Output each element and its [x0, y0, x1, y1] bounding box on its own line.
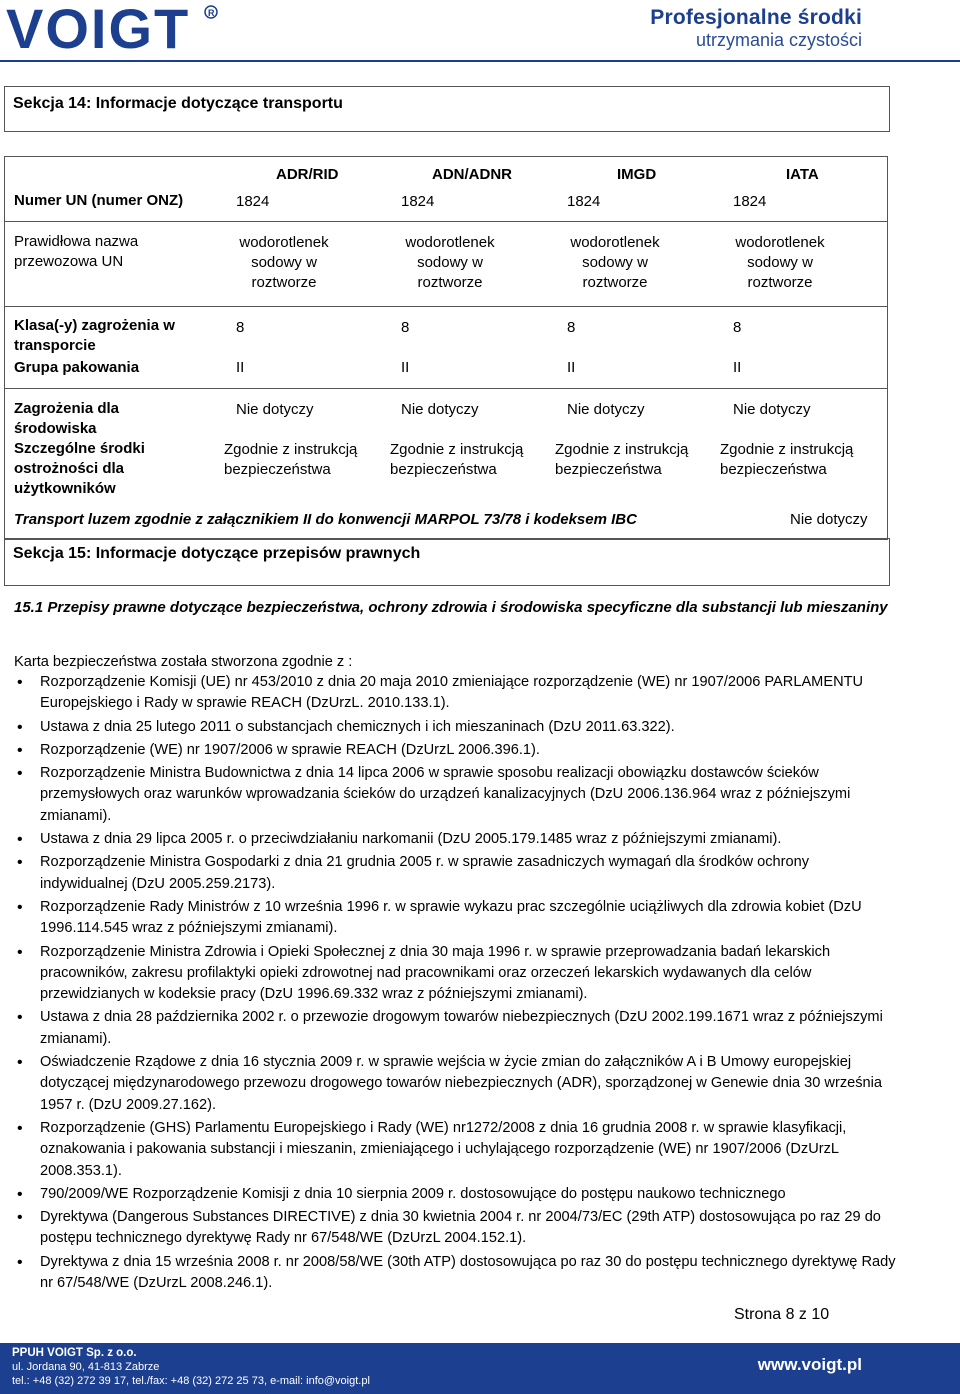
list-item: • Rozporządzenie Ministra Zdrowia i Opieki Społecznej z dnia 30 maja 1996 r. w sprawie przeprowadzania badań lekarskich pracowników, zakresu profilaktyki opieki zdrowotnej nad pracownikami oraz orzeczeń lekarskich wydawanych dla celów przewidzianych w kodeksie pracy (DzU 1996.69.332 wraz z późniejszymi zmianami). [16, 942, 896, 1006]
section15-title: Sekcja 15: Informacje dotyczące przepisów prawnych [13, 545, 421, 562]
user-precautions-iata [720, 440, 865, 480]
list-item: • Ustawa z dnia 25 lutego 2011 o substancjach chemicznych i ich mieszaninach (DzU 2011.63.322). [16, 717, 896, 738]
shipping-name-iata: wodorotlenek sodowy w roztworze [735, 234, 825, 291]
footer-website-link[interactable]: www.voigt.pl [757, 1355, 862, 1374]
list-item: • Dyrektywa z dnia 15 września 2008 r. nr 2008/58/WE (30th ATP) dostosowująca po raz 30 do postępu technicznego dyrektywę Rady nr 67/548/WE (DzUrzL 2008.246.1). [16, 1252, 896, 1295]
section14-title: Sekcja 14: Informacje dotyczące transportu [13, 95, 343, 112]
precautions-text: Zgodnie z instrukcją bezpieczeństwa [390, 441, 524, 478]
user-precautions-imgd [555, 440, 700, 480]
precautions-text: Zgodnie z instrukcją bezpieczeństwa [555, 441, 689, 478]
section14-title-box [4, 86, 890, 132]
list-item: • Oświadczenie Rządowe z dnia 16 stycznia 2009 r. w sprawie wejścia w życie zmian do załączników A i B Umowy europejskiej dotyczącej międzynarodowego przewozu drogowego towarów niebezpiecznych (ADR), sporządzonej w Genewie dnia 30 września 1957 r. (DzU 2009.27.162). [16, 1052, 896, 1116]
env-hazard-adr: Nie dotyczy [236, 401, 314, 418]
shipping-name-adr: wodorotlenek sodowy w roztworze [239, 234, 329, 291]
marpol-label: Transport luzem zgodnie z załącznikiem II do konwencji MARPOL 73/78 i kodeksem IBC [14, 511, 637, 528]
packing-group-iata: II [733, 359, 742, 376]
shipping-name-imgd: wodorotlenek sodowy w roztworze [570, 234, 660, 291]
row-divider [4, 306, 888, 307]
section15-intro: Karta bezpieczeństwa została stworzona zgodnie z : [14, 654, 353, 670]
hazard-class-label: Klasa(-y) zagrożenia w transporcie [14, 317, 175, 354]
un-number-label: Numer UN (numer ONZ) [14, 192, 184, 209]
list-item: • Ustawa z dnia 28 października 2002 r. o przewozie drogowym towarów niebezpiecznych (DzU 2002.199.1671 wraz z późniejszymi zmianami). [16, 1007, 896, 1050]
env-hazard-label: Zagrożenia dla środowiska [14, 400, 120, 437]
hazard-class-imgd: 8 [567, 319, 576, 336]
svg-text:R: R [208, 8, 215, 18]
user-precautions-adn [390, 440, 535, 480]
list-item: • Rozporządzenie (WE) nr 1907/2006 w sprawie REACH (DzUrzL 2006.396.1). [16, 740, 896, 761]
packing-group-label: Grupa pakowania [14, 359, 140, 376]
shipping-name-label: Prawidłowa nazwa przewozowa UN [14, 233, 139, 270]
brand-subtitle: utrzymania czystości [695, 30, 862, 50]
un-number-adn: 1824 [401, 193, 435, 210]
footer-company: PPUH VOIGT Sp. z o.o. [12, 1347, 137, 1359]
env-hazard-iata: Nie dotyczy [733, 401, 811, 418]
precautions-text: Zgodnie z instrukcją bezpieczeństwa [224, 441, 358, 478]
hazard-class-adn: 8 [401, 319, 410, 336]
brand-title: Profesjonalne środki [650, 6, 862, 29]
list-item: • Rozporządzenie Ministra Budownictwa z dnia 14 lipca 2006 w sprawie sposobu realizacji obowiązku dostawców ścieków przemysłowych oraz warunków wprowadzania ścieków do urządzeń kanalizacyjnych (DzU 2006.136.964 wraz z późniejszymi zmianami). [16, 763, 896, 827]
col-iata: IATA [786, 166, 819, 183]
env-hazard-imgd: Nie dotyczy [567, 401, 645, 418]
row-divider [4, 221, 888, 222]
header-rule [0, 60, 960, 62]
un-number-imgd: 1824 [567, 193, 601, 210]
user-precautions-label: Szczególne środki ostrożności dla użytkowników [14, 440, 145, 497]
list-item: • Rozporządzenie Ministra Gospodarki z dnia 21 grudnia 2005 r. w sprawie zasadniczych wymagań dla środków ochrony indywidualnej (DzU 2005.259.2173). [16, 852, 896, 895]
list-item: • Rozporządzenie Komisji (UE) nr 453/2010 z dnia 20 maja 2010 zmieniające rozporządzenie (WE) nr 1907/2006 PARLAMENTU Europejskiego i Rady w sprawie REACH (DzUrzL. 2010.133.1). [16, 672, 896, 715]
row-divider [4, 388, 888, 389]
packing-group-adr: II [236, 359, 245, 376]
precautions-text: Zgodnie z instrukcją bezpieczeństwa [720, 441, 854, 478]
packing-group-imgd: II [567, 359, 576, 376]
list-item: • 790/2009/WE Rozporządzenie Komisji z dnia 10 sierpnia 2009 r. dostosowujące do postępu naukowo technicznego [16, 1184, 896, 1205]
section15-title-box [4, 538, 890, 586]
list-item: • Ustawa z dnia 29 lipca 2005 r. o przeciwdziałaniu narkomanii (DzU 2005.179.1485 wraz z późniejszymi zmianami). [16, 829, 896, 850]
env-hazard-adn: Nie dotyczy [401, 401, 479, 418]
packing-group-adn: II [401, 359, 410, 376]
un-number-iata: 1824 [733, 193, 767, 210]
list-item: • Rozporządzenie Rady Ministrów z 10 września 1996 r. w sprawie wykazu prac szczególnie uciążliwych dla zdrowia kobiet (DzU 1996.114.545 wraz z późniejszymi zmianami). [16, 897, 896, 940]
voigt-logo [4, 0, 219, 56]
hazard-class-iata: 8 [733, 319, 742, 336]
section15-subtitle: 15.1 Przepisy prawne dotyczące bezpieczeństwa, ochrony zdrowia i środowiska specyficzne dla substancji lub mieszaniny [14, 599, 888, 616]
logo-text: VOIGT [6, 0, 191, 56]
col-adr: ADR/RID [276, 166, 339, 183]
page-number: Strona 8 z 10 [734, 1306, 830, 1323]
col-adn: ADN/ADNR [432, 166, 512, 183]
footer-address: ul. Jordana 90, 41-813 Zabrze [12, 1361, 160, 1373]
user-precautions-adr [224, 440, 369, 480]
shipping-name-adn: wodorotlenek sodowy w roztworze [405, 234, 495, 291]
footer-contact: tel.: +48 (32) 272 39 17, tel./fax: +48 (32) 272 25 73, e-mail: info@voigt.pl [12, 1375, 370, 1387]
list-item: • Dyrektywa (Dangerous Substances DIRECTIVE) z dnia 30 kwietnia 2004 r. nr 2004/73/EC (29th ATP) dostosowująca po raz 29 do postępu technicznego dyrektywę Rady nr 67/548/WE (DzUrzL 2004.152.1). [16, 1207, 896, 1250]
list-item: • Rozporządzenie (GHS) Parlamentu Europejskiego i Rady (WE) nr1272/2008 z dnia 16 grudnia 2008 r. w sprawie klasyfikacji, oznakowania i pakowania substancji i mieszanin, zmieniającego i uchylającego rozporządzenie (WE) nr 1907/2006 (DzUrzL 2008.353.1). [16, 1118, 896, 1182]
un-number-adr: 1824 [236, 193, 270, 210]
hazard-class-adr: 8 [236, 319, 245, 336]
regulations-list [16, 672, 896, 1294]
col-imgd: IMGD [617, 166, 657, 183]
marpol-value: Nie dotyczy [790, 511, 868, 528]
